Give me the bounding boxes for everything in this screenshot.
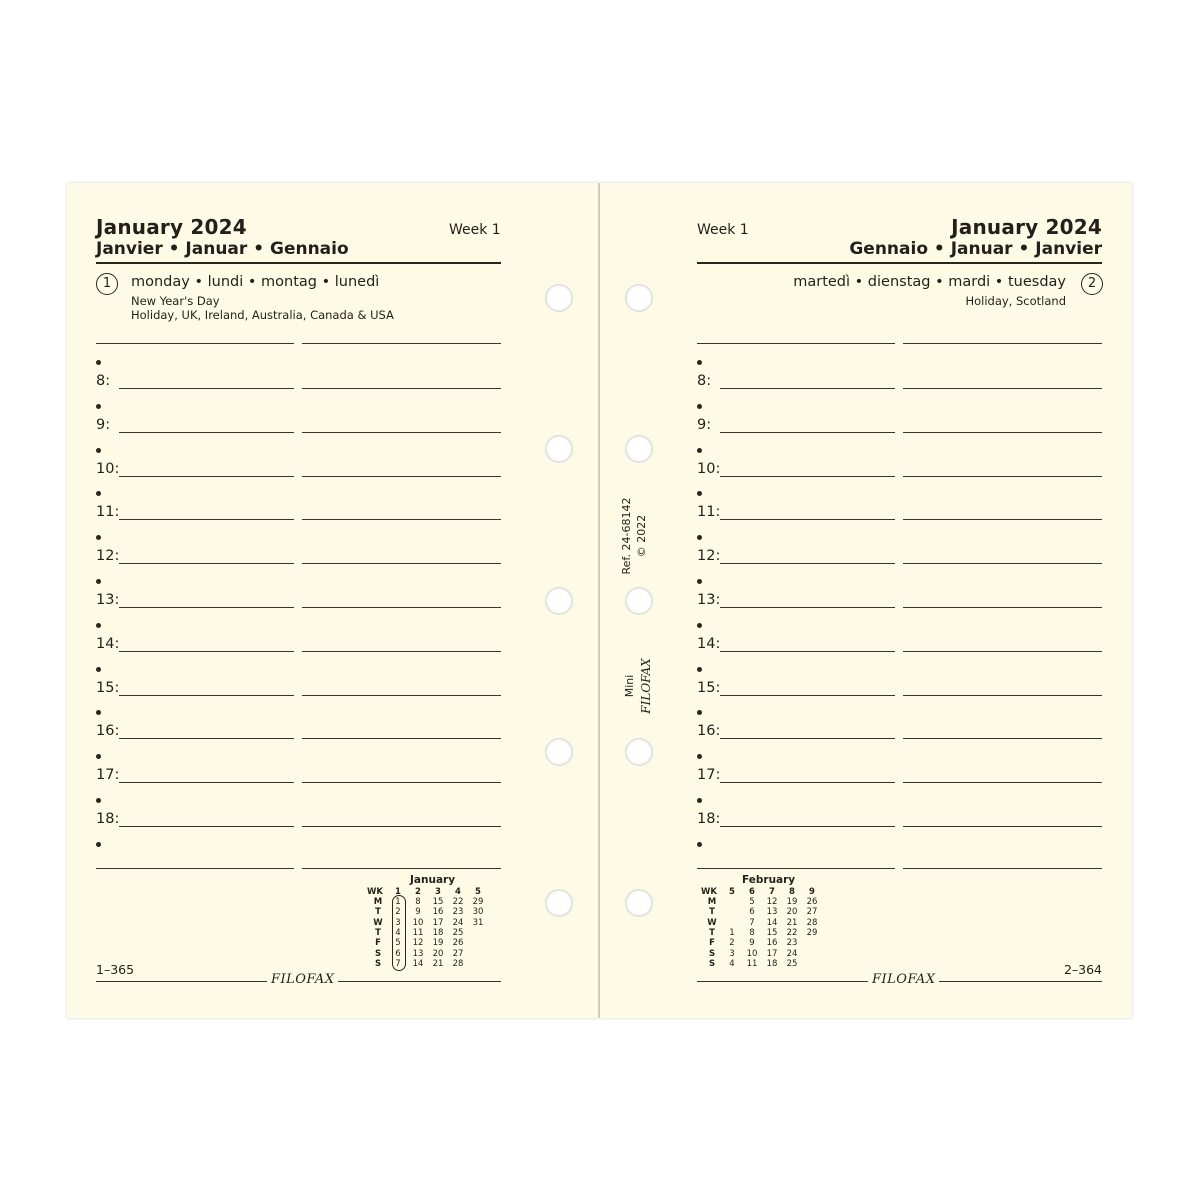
appointment-line (903, 738, 1102, 739)
mini-calendar-date: 30 (472, 907, 484, 918)
half-hour-bullet (697, 710, 702, 715)
hour-label: 11: (697, 504, 721, 521)
mini-calendar-date: 5 (749, 897, 755, 907)
appointment-line (720, 388, 895, 389)
week-label: Week 1 (449, 222, 501, 238)
month-translations: Gennaio • Januar • Janvier (849, 239, 1102, 259)
mini-calendar-date: 14 (412, 958, 424, 969)
mini-calendar-date: 24 (452, 917, 464, 928)
mini-calendar-header: WK (701, 887, 717, 897)
mini-calendar-date: 23 (452, 907, 464, 918)
mini-calendar-date: 4 (395, 927, 401, 938)
half-hour-bullet (96, 798, 101, 803)
appointment-line (302, 738, 501, 739)
month-translations: Janvier • Januar • Gennaio (96, 239, 349, 259)
hour-label: 15: (697, 679, 721, 696)
appointment-line (119, 563, 294, 564)
mini-calendar-date: 9 (415, 907, 421, 918)
day-number-badge: 1 (96, 273, 118, 295)
appointment-line (903, 563, 1102, 564)
mini-calendar-weekday: T (375, 907, 381, 918)
half-hour-bullet (697, 360, 702, 365)
half-hour-bullet (697, 448, 702, 453)
mini-calendar-header: 1 (395, 887, 401, 897)
mini-calendar-date: 15 (432, 897, 444, 907)
mini-calendar-date: 16 (766, 938, 778, 949)
mini-calendar-header: WK (367, 887, 383, 897)
filofax-logo: FILOFAX (868, 972, 939, 987)
hour-label: 17: (96, 767, 120, 784)
mini-calendar-date: 9 (749, 938, 755, 949)
half-hour-bullet (96, 754, 101, 759)
punch-hole (625, 435, 653, 463)
half-hour-bullet (697, 404, 702, 409)
right-diary-page (600, 183, 1132, 1018)
appointment-line (720, 782, 895, 783)
mini-calendar-date: 21 (432, 958, 444, 969)
page-number: 1–365 (96, 962, 135, 977)
appointment-line (903, 476, 1102, 477)
appointment-line (302, 563, 501, 564)
appointment-line (302, 607, 501, 608)
mini-calendar-weekday: S (708, 948, 716, 959)
bottom-line (697, 868, 895, 869)
half-hour-bullet (96, 491, 101, 496)
mini-calendar-date: 7 (395, 958, 401, 969)
mini-calendar-february (697, 875, 832, 980)
half-hour-bullet (697, 623, 702, 628)
mini-calendar-date: 19 (432, 938, 444, 949)
mini-calendar-date: 3 (729, 948, 735, 959)
mini-calendar-january (363, 875, 498, 980)
size-label (622, 646, 658, 726)
hour-label: 8: (697, 373, 712, 389)
mini-calendar-date: 10 (746, 948, 758, 959)
mini-calendar-date: 8 (749, 927, 755, 938)
hour-label: 18: (697, 811, 721, 827)
appointment-line (302, 432, 501, 433)
mini-calendar-month: January (410, 874, 456, 886)
mini-calendar-header: 8 (789, 887, 795, 897)
mini-calendar-date: 11 (412, 927, 424, 938)
appointment-line (720, 519, 895, 520)
hour-label: 12: (96, 548, 120, 565)
half-hour-bullet (697, 491, 702, 496)
half-hour-bullet (96, 448, 101, 453)
half-hour-bullet (96, 710, 101, 715)
hour-label: 17: (697, 767, 721, 784)
appointment-line (903, 519, 1102, 520)
holiday-note: New Year's Day (131, 294, 220, 308)
half-hour-bullet (697, 535, 702, 540)
filofax-logo: FILOFAX (267, 972, 338, 987)
half-hour-bullet (96, 623, 101, 628)
mini-calendar-date: 20 (786, 907, 798, 918)
hour-label: 12: (697, 548, 721, 565)
hour-label: 10: (697, 460, 721, 477)
hour-label: 10: (96, 460, 120, 477)
mini-calendar-date: 6 (749, 907, 755, 918)
appointment-line (302, 519, 501, 520)
hour-label: 14: (96, 635, 120, 652)
mini-calendar-weekday: W (373, 917, 383, 928)
mini-calendar-weekday: S (374, 958, 382, 969)
appointment-line (720, 607, 895, 608)
appointment-line (903, 651, 1102, 652)
mini-calendar-date: 8 (415, 897, 421, 907)
mini-calendar-header: 5 (475, 887, 481, 897)
mini-calendar-weekday: M (707, 897, 717, 907)
mini-calendar-date: 16 (432, 907, 444, 918)
appointment-line (903, 607, 1102, 608)
mini-calendar-date: 20 (432, 948, 444, 959)
mini-calendar-date: 5 (395, 938, 401, 949)
mini-calendar-date: 23 (786, 938, 798, 949)
punch-hole (545, 587, 573, 615)
half-hour-bullet (697, 842, 702, 847)
mini-calendar-date: 6 (395, 948, 401, 959)
spine-logo: FILOFAX (639, 658, 653, 714)
punch-hole (545, 284, 573, 312)
hour-label: 8: (96, 373, 111, 389)
mini-calendar-header: 3 (435, 887, 441, 897)
appointment-line (302, 476, 501, 477)
punch-hole (625, 587, 653, 615)
page-title: January 2024 (951, 215, 1102, 239)
mini-calendar-weekday: F (709, 938, 715, 949)
mini-calendar-date: 24 (786, 948, 798, 959)
mini-calendar-weekday: M (373, 897, 383, 907)
hour-label: 15: (96, 679, 120, 696)
appointment-line (903, 695, 1102, 696)
mini-calendar-date: 27 (452, 948, 464, 959)
appointment-line (302, 782, 501, 783)
appointment-line (119, 607, 294, 608)
mini-calendar-date: 31 (472, 917, 484, 928)
hour-label: 9: (96, 416, 111, 433)
appointment-line (302, 695, 501, 696)
mini-calendar-date: 18 (432, 927, 444, 938)
appointment-line (302, 388, 501, 389)
mini-calendar-date: 10 (412, 917, 424, 928)
mini-calendar-date: 22 (452, 897, 464, 907)
appointment-line (720, 476, 895, 477)
mini-calendar-date: 22 (786, 927, 798, 938)
appointment-line (119, 695, 294, 696)
mini-calendar-date: 13 (412, 948, 424, 959)
top-line (96, 343, 294, 344)
appointment-line (903, 782, 1102, 783)
mini-calendar-header: 2 (415, 887, 421, 897)
bottom-line (302, 868, 501, 869)
mini-calendar-date: 12 (412, 938, 424, 949)
appointment-line (119, 519, 294, 520)
current-week-highlight (392, 895, 406, 971)
mini-calendar-date: 2 (729, 938, 735, 949)
hour-label: 9: (697, 416, 712, 433)
hour-label: 14: (697, 635, 721, 652)
appointment-line (720, 432, 895, 433)
week-label: Week 1 (697, 222, 749, 238)
appointment-line (903, 432, 1102, 433)
mini-calendar-date: 27 (806, 907, 818, 918)
half-hour-bullet (96, 535, 101, 540)
mini-calendar-weekday: T (709, 907, 715, 918)
half-hour-bullet (96, 667, 101, 672)
half-hour-bullet (96, 579, 101, 584)
appointment-line (119, 826, 294, 827)
ref-code: Ref. 24-68142 (620, 497, 633, 575)
bottom-line (96, 868, 294, 869)
appointment-line (720, 738, 895, 739)
size-text: Mini (623, 674, 636, 698)
half-hour-bullet (96, 842, 101, 847)
hour-label: 16: (96, 723, 120, 740)
mini-calendar-date: 13 (766, 907, 778, 918)
mini-calendar-date: 7 (749, 917, 755, 928)
mini-calendar-weekday: T (375, 927, 381, 938)
hour-label: 16: (697, 723, 721, 740)
mini-calendar-date: 29 (472, 897, 484, 907)
mini-calendar-header: 5 (729, 887, 735, 897)
appointment-line (720, 651, 895, 652)
hour-label: 13: (697, 592, 721, 608)
appointment-line (119, 782, 294, 783)
hour-label: 11: (96, 504, 120, 521)
appointment-line (720, 826, 895, 827)
top-line (903, 343, 1102, 344)
top-line (697, 343, 895, 344)
half-hour-bullet (697, 667, 702, 672)
mini-calendar-header: 4 (455, 887, 461, 897)
day-number-badge: 2 (1081, 273, 1103, 295)
mini-calendar-month: February (742, 874, 796, 886)
mini-calendar-date: 14 (766, 917, 778, 928)
punch-hole (545, 738, 573, 766)
punch-hole (545, 435, 573, 463)
half-hour-bullet (697, 798, 702, 803)
half-hour-bullet (697, 579, 702, 584)
copyright-text: © 2022 (635, 514, 648, 558)
holiday-note: Holiday, Scotland (965, 294, 1066, 308)
appointment-line (302, 651, 501, 652)
mini-calendar-header: 9 (809, 887, 815, 897)
day-names: monday • lundi • montag • lunedì (131, 274, 380, 290)
hour-label: 13: (96, 592, 120, 608)
mini-calendar-date: 26 (452, 938, 464, 949)
mini-calendar-weekday: F (375, 938, 381, 949)
appointment-line (720, 695, 895, 696)
punch-hole (625, 738, 653, 766)
header-rule (96, 262, 501, 264)
mini-calendar-date: 11 (746, 958, 758, 969)
mini-calendar-weekday: W (707, 917, 717, 928)
mini-calendar-date: 15 (766, 927, 778, 938)
mini-calendar-date: 12 (766, 897, 778, 907)
mini-calendar-date: 17 (766, 948, 778, 959)
appointment-line (302, 826, 501, 827)
reference-label (619, 486, 651, 586)
mini-calendar-date: 19 (786, 897, 798, 907)
holiday-note: Holiday, UK, Ireland, Australia, Canada & USA (131, 308, 394, 322)
day-names: martedì • dienstag • mardi • tuesday (793, 274, 1066, 290)
mini-calendar-date: 28 (452, 958, 464, 969)
appointment-line (119, 432, 294, 433)
mini-calendar-header: 7 (769, 887, 775, 897)
half-hour-bullet (697, 754, 702, 759)
mini-calendar-date: 17 (432, 917, 444, 928)
mini-calendar-date: 4 (729, 958, 735, 969)
appointment-line (720, 563, 895, 564)
mini-calendar-date: 26 (806, 897, 818, 907)
appointment-line (119, 476, 294, 477)
mini-calendar-date: 18 (766, 958, 778, 969)
mini-calendar-weekday: S (708, 958, 716, 969)
page-number: 2–364 (1063, 962, 1102, 977)
mini-calendar-date: 3 (395, 917, 401, 928)
mini-calendar-date: 28 (806, 917, 818, 928)
appointment-line (119, 651, 294, 652)
top-line (302, 343, 501, 344)
mini-calendar-date: 25 (452, 927, 464, 938)
appointment-line (119, 388, 294, 389)
mini-calendar-date: 25 (786, 958, 798, 969)
left-diary-page (67, 183, 599, 1018)
hour-label: 18: (96, 811, 120, 827)
mini-calendar-header: 6 (749, 887, 755, 897)
half-hour-bullet (96, 360, 101, 365)
punch-hole (625, 284, 653, 312)
appointment-line (119, 738, 294, 739)
mini-calendar-date: 1 (395, 897, 401, 907)
mini-calendar-date: 21 (786, 917, 798, 928)
bottom-line (903, 868, 1102, 869)
page-title: January 2024 (96, 215, 247, 239)
header-rule (697, 262, 1102, 264)
mini-calendar-date: 29 (806, 927, 818, 938)
punch-hole (545, 889, 573, 917)
half-hour-bullet (96, 404, 101, 409)
mini-calendar-date: 1 (729, 927, 735, 938)
appointment-line (903, 388, 1102, 389)
appointment-line (903, 826, 1102, 827)
mini-calendar-weekday: S (374, 948, 382, 959)
punch-hole (625, 889, 653, 917)
mini-calendar-weekday: T (709, 927, 715, 938)
mini-calendar-date: 2 (395, 907, 401, 918)
